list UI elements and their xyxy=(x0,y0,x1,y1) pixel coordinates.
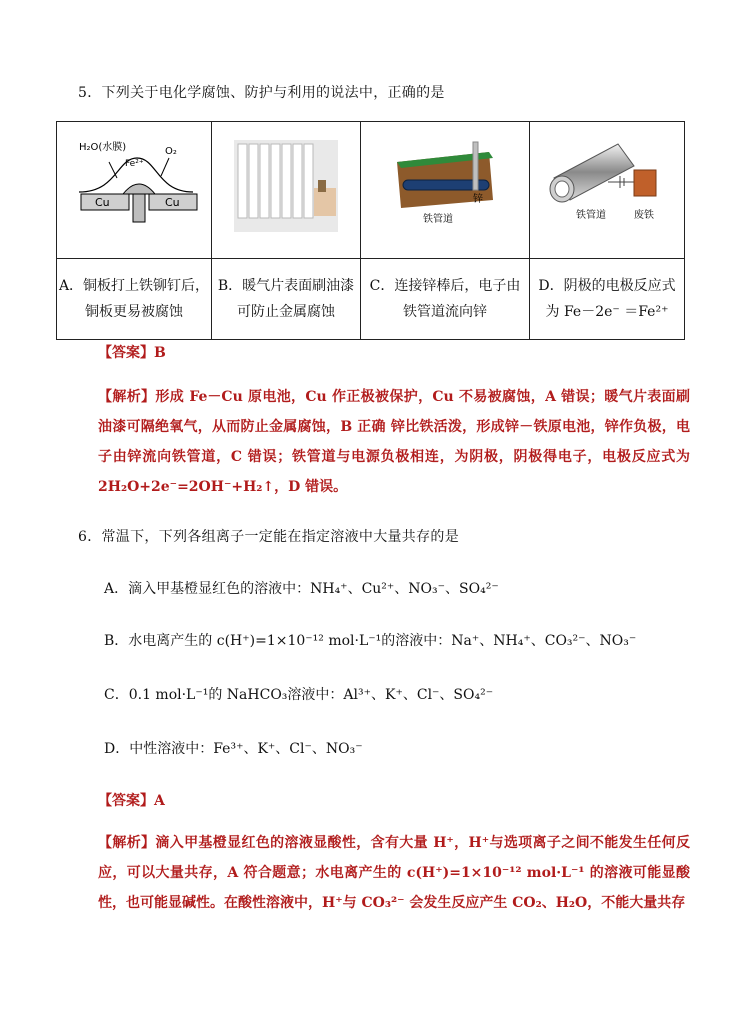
diagram-d-pipe-label: 铁管道 xyxy=(576,210,606,221)
option-d-line2: 为 Fe－2e⁻ ＝Fe²⁺ xyxy=(545,304,669,320)
diagram-a-copper-rivet xyxy=(57,122,211,254)
answer-label: 【答案】 xyxy=(98,345,154,361)
explanation-text: 滴入甲基橙显红色的溶液显酸性，含有大量 H⁺，H⁺与选项离子之间不能发生任何反应，可以大量共存，A 符合题意；水电离产生的 c(H⁺)=1×10⁻¹² mol·L⁻¹ 的溶液可能显酸性，也可能显碱性。在酸性溶液中，H⁺与 CO₃²⁻ 会发生反应产生 CO₂、H₂O，不能大量共存 xyxy=(98,835,690,911)
diagram-c-zinc-label: 锌 xyxy=(473,194,483,205)
explanation-label: 【解析】 xyxy=(98,389,156,405)
option-a-line1: A．铜板打上铁铆钉后， xyxy=(58,278,210,294)
question-5-answer xyxy=(98,342,166,362)
diagram-b-cell xyxy=(212,122,361,259)
option-c-line2: 铁管道流向锌 xyxy=(403,304,487,320)
question-6-explanation xyxy=(98,828,690,918)
diagram-c-pipe-label: 铁管道 xyxy=(423,214,453,225)
option-c-line1: C．连接锌棒后，电子由 xyxy=(369,278,521,294)
diagram-d-cell xyxy=(530,122,685,259)
option-d-cell xyxy=(530,259,685,340)
question-6-option-c: C．0.1 mol·L⁻¹的 NaHCO₃溶液中：Al³⁺、K⁺、Cl⁻、SO₄²⁻ xyxy=(104,687,494,703)
diagram-a-h2o-label: H₂O(水膜) xyxy=(79,142,127,153)
diagram-c-zinc-pipe xyxy=(361,122,529,254)
option-b-line2: 可防止金属腐蚀 xyxy=(237,304,335,320)
question-5-stem: 5．下列关于电化学腐蚀、防护与利用的说法中，正确的是 xyxy=(78,85,445,101)
answer-value: B xyxy=(154,345,166,361)
question-6-option-b: B．水电离产生的 c(H⁺)=1×10⁻¹² mol·L⁻¹的溶液中：Na⁺、NH₄⁺、CO₃²⁻、NO₃⁻ xyxy=(104,633,637,649)
diagram-a-fe-label: Fe²⁺ xyxy=(125,159,144,169)
answer-label: 【答案】 xyxy=(98,793,154,809)
question-6-stem: 6．常温下，下列各组离子一定能在指定溶液中大量共存的是 xyxy=(78,529,460,545)
question-6-answer xyxy=(98,790,165,810)
option-b-line1: B．暖气片表面刷油漆 xyxy=(217,278,355,294)
option-b-cell xyxy=(212,259,361,340)
question-5-options-table xyxy=(56,121,685,340)
diagram-b-radiator-photo xyxy=(212,122,360,254)
option-a-cell xyxy=(57,259,212,340)
diagram-a-cu-right: Cu xyxy=(165,196,180,209)
diagram-a-cell xyxy=(57,122,212,259)
answer-value: A xyxy=(154,793,165,809)
diagram-a-cu-left: Cu xyxy=(95,196,110,209)
explanation-text: 形成 Fe－Cu 原电池，Cu 作正极被保护，Cu 不易被腐蚀，A 错误；暖气片表面刷油漆可隔绝氧气，从而防止金属腐蚀，B 正确 锌比铁活泼，形成锌－铁原电池，锌作负极，电子由锌流向铁管道，C 错误；铁管道与电源负极相连，为阴极，阴极得电子，电极反应式为 2H₂O+2e⁻=2OH⁻+H₂↑，D 错误。 xyxy=(98,389,691,495)
diagram-c-cell xyxy=(361,122,530,259)
option-a-line2: 铜板更易被腐蚀 xyxy=(85,304,183,320)
option-d-line1: D．阴极的电极反应式 xyxy=(538,278,676,294)
question-6-option-d: D．中性溶液中：Fe³⁺、K⁺、Cl⁻、NO₃⁻ xyxy=(104,741,363,757)
diagram-a-o2-label: O₂ xyxy=(165,146,177,157)
explanation-label: 【解析】 xyxy=(98,835,156,851)
diagram-d-pipe-scrap xyxy=(530,122,684,254)
question-6-option-a: A．滴入甲基橙显红色的溶液中：NH₄⁺、Cu²⁺、NO₃⁻、SO₄²⁻ xyxy=(104,581,499,597)
question-5-explanation xyxy=(98,382,690,502)
option-c-cell xyxy=(361,259,530,340)
diagram-d-scrap-label: 废铁 xyxy=(634,210,654,221)
